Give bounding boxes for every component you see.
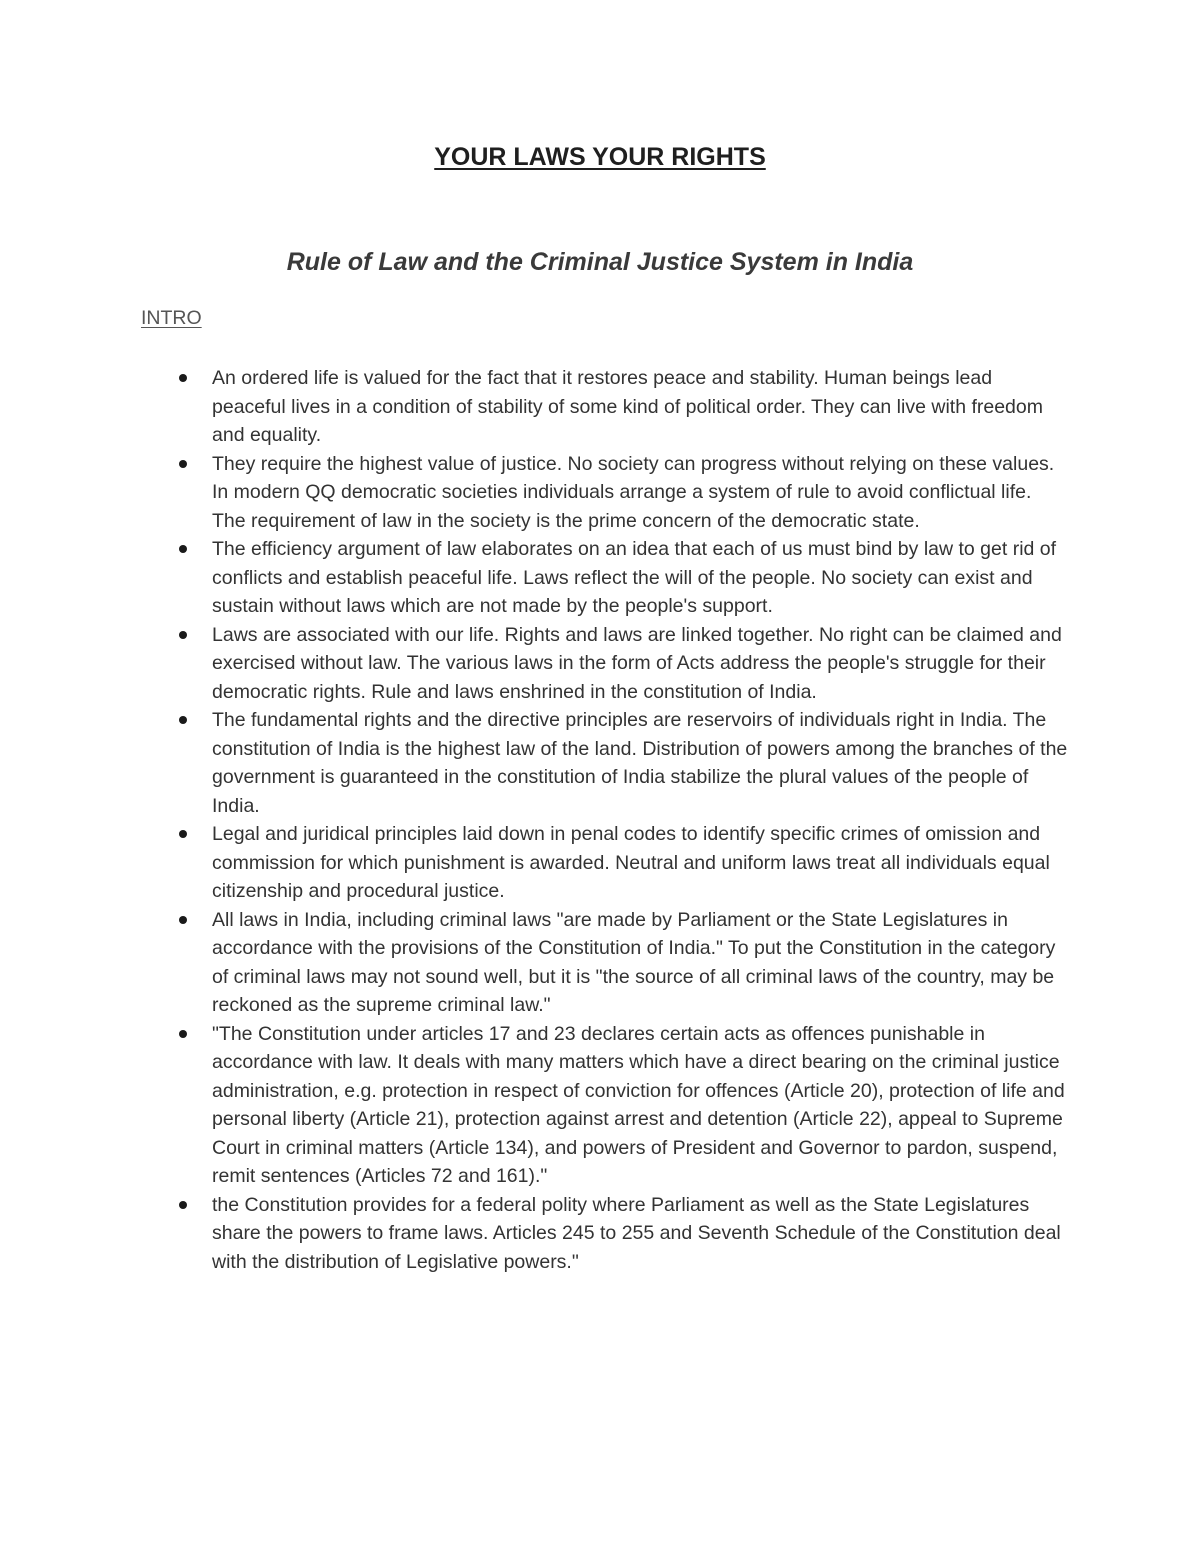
list-item [0, 450, 1200, 536]
document-title: YOUR LAWS YOUR RIGHTS [434, 143, 766, 171]
list-item [0, 621, 1200, 707]
list-item-text: They require the highest value of justice. No society can progress without relying on these values. In modern QQ democratic societies individuals arrange a system of rule to avoid conflictual life. The requirement of law in the society is the prime concern of the democratic state. [212, 452, 1055, 532]
bullet-icon [179, 716, 187, 724]
list-item [0, 1191, 1200, 1277]
list-item [0, 706, 1200, 820]
document-subtitle: Rule of Law and the Criminal Justice System in India [286, 248, 914, 276]
bullet-icon [179, 374, 187, 382]
section-heading-intro: INTRO [141, 307, 202, 329]
list-item [0, 1020, 1200, 1191]
list-item-text: The fundamental rights and the directive principles are reservoirs of individuals right in India. The constitution of India is the highest law of the land. Distribution of powers among the branches of the government is guaranteed in the constitution of India stabilize the plural values of the people of India. [212, 709, 1068, 817]
list-item-text: The efficiency argument of law elaborates on an idea that each of us must bind by law to get rid of conflicts and establish peaceful life. Laws reflect the will of the people. No society can exist and sustain without laws which are not made by the people's support. [212, 538, 1057, 617]
list-item-text: All laws in India, including criminal laws "are made by Parliament or the State Legislatures in accordance with the provisions of the Constitution of India." To put the Constitution in the category of criminal laws may not sound well, but it is "the source of all criminal laws of the country, may be reckoned as the supreme criminal law." [212, 908, 1056, 1016]
bullet-icon [179, 1030, 187, 1038]
list-item-text: An ordered life is valued for the fact that it restores peace and stability. Human beings lead peaceful lives in a condition of stability of some kind of political order. They can live with freedom and equality. [212, 367, 1043, 446]
list-item [0, 535, 1200, 621]
list-item-text: Laws are associated with our life. Rights and laws are linked together. No right can be claimed and exercised without law. The various laws in the form of Acts address the people's struggle for their democratic rights. Rule and laws enshrined in the constitution of India. [212, 623, 1062, 703]
intro-bullet-list [0, 364, 1200, 1276]
bullet-icon [179, 830, 187, 838]
bullet-icon [179, 916, 187, 924]
list-item [0, 364, 1200, 450]
bullet-icon [179, 460, 187, 468]
list-item-text: the Constitution provides for a federal polity where Parliament as well as the State Legislatures share the powers to frame laws. Articles 245 to 255 and Seventh Schedule of the Constitution deal with the distribution of Legislative powers." [212, 1193, 1061, 1273]
list-item-text: "The Constitution under articles 17 and 23 declares certain acts as offences punishable in accordance with law. It deals with many matters which have a direct bearing on the criminal justice administration, e.g. protection in respect of conviction for offences (Article 20), protection of life and personal liberty (Article 21), protection against arrest and detention (Article 22), appeal to Supreme Court in criminal matters (Article 134), and powers of President and Governor to pardon, suspend, remit sentences (Articles 72 and 161)." [212, 1022, 1065, 1187]
bullet-icon [179, 631, 187, 639]
list-item [0, 906, 1200, 1020]
bullet-icon [179, 545, 187, 553]
list-item [0, 820, 1200, 906]
list-item-text: Legal and juridical principles laid down in penal codes to identify specific crimes of omission and commission for which punishment is awarded. Neutral and uniform laws treat all individuals equal citizenship and procedural justice. [212, 823, 1050, 902]
bullet-icon [179, 1201, 187, 1209]
